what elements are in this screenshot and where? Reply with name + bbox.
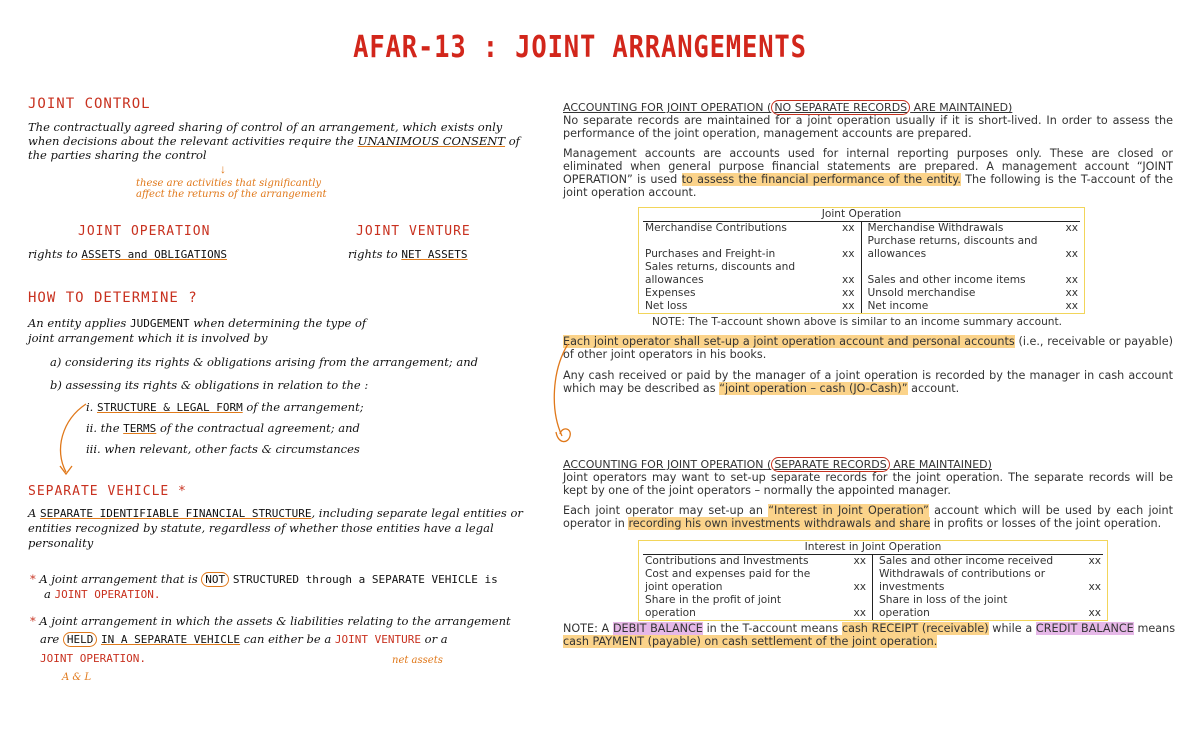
s2-note-c: in the T-account means [706, 622, 839, 635]
bullet-1-c: a [44, 587, 51, 601]
t-account-row [868, 300, 1079, 313]
s1-paragraph-3 [563, 335, 1173, 361]
how-to-line-1 [28, 316, 366, 331]
t-account-amount: xx [841, 274, 855, 286]
s2-p2-highlight-1: “Interest in Joint Operation” [768, 504, 929, 517]
t-account-label: allowances [645, 274, 704, 286]
t-account-amount [1083, 568, 1101, 581]
joint-operation-rights [28, 247, 227, 262]
sv-def-line-3: personality [28, 536, 94, 550]
bullet-2-joint-operation: JOINT OPERATION. [40, 652, 146, 665]
s1-p3b: (i.e., receivable or payable) of other joint operators in his books. [563, 335, 1173, 361]
t-account-row [879, 581, 1101, 594]
t-account-label [645, 235, 648, 248]
t-account-debit-side [639, 222, 862, 313]
how-to-item-i [86, 400, 364, 415]
t-account-row [645, 300, 855, 313]
t-account-2-debit-side [639, 555, 873, 620]
joint-operation-t-account [638, 207, 1085, 314]
t-account-amount: xx [841, 222, 855, 234]
section-2-heading [563, 458, 1173, 471]
t-account-row [645, 555, 866, 568]
t-account-row [645, 248, 855, 261]
joint-operation-value: ASSETS and OBLIGATIONS [81, 248, 228, 261]
t-account-row [868, 248, 1079, 261]
debit-balance: DEBIT BALANCE [612, 622, 703, 635]
t-account-amount: xx [853, 607, 866, 619]
how-to-line-1a: An entity applies [28, 316, 127, 330]
section-1-heading [563, 101, 1173, 114]
bracket-arrow-icon [546, 340, 586, 456]
section-1-continued [563, 335, 1173, 395]
t-account-row [645, 568, 866, 581]
t-account-amount: xx [853, 555, 866, 567]
bullet-1-joint-operation: JOINT OPERATION. [54, 588, 161, 601]
asterisk-icon: * [30, 572, 36, 586]
bullet-2-a: A joint arrangement in which the assets & liabilities relating to the arrangement [39, 614, 511, 628]
held-circled: HELD [63, 632, 98, 647]
s1-p2a: Management accounts are accounts used for internal reporting purposes only. These are closed or eliminated when general purpose financial statements are prepared. A management account “JOINT OPERATION” is used [563, 147, 1173, 186]
s1-paragraph-1: No separate records are maintained for a joint operation usually if it is short-lived. In order to assess the performance of the joint operation, management accounts are prepared. [563, 114, 1173, 140]
t-account-label: Sales returns, discounts and [645, 261, 796, 273]
t-account-amount [848, 568, 866, 581]
t-account-label: Share in the profit of joint [645, 594, 782, 606]
s2-p2a: Each joint operator may set-up an [563, 504, 763, 517]
s2-p2e: in profits or losses of the joint operation. [933, 517, 1162, 530]
section-1 [563, 101, 1173, 199]
s1-p2c: The following is the T-account of the joint operation account. [563, 173, 1173, 199]
t-account-amount: xx [841, 248, 855, 260]
t-account-label: Purchase returns, discounts and [867, 235, 1038, 247]
t-account-amount [1060, 235, 1078, 248]
note-net-assets: net assets [392, 655, 443, 666]
t-account-amount: xx [1088, 555, 1101, 567]
item-ii-the: the [100, 421, 120, 435]
how-to-determine-heading: HOW TO DETERMINE ? [28, 290, 198, 306]
s2-head-c: ARE MAINTAINED) [889, 458, 992, 471]
s1-p4c: account. [911, 382, 960, 395]
t-account-row [645, 607, 866, 620]
s2-note [563, 622, 1175, 648]
t-account-row [645, 261, 855, 274]
unanimous-consent: UNANIMOUS CONSENT [357, 134, 506, 148]
t-account-amount [1083, 594, 1101, 607]
separate-vehicle-definition [28, 506, 533, 521]
t-account-row [879, 568, 1101, 581]
t-account-row [645, 594, 866, 607]
how-to-item-iii: iii. when relevant, other facts & circumstances [86, 442, 360, 456]
s2-paragraph-2 [563, 504, 1173, 530]
sv-def-line-2: entities recognized by statute, regardless of whether those entities have a legal [28, 521, 494, 535]
t-account-label: Purchases and Freight-in [645, 248, 776, 260]
t-account-label: Share in loss of the joint [879, 594, 1008, 606]
t-account-amount: xx [1065, 300, 1078, 312]
t-account-amount: xx [853, 581, 866, 593]
t-account-label: Withdrawals of contributions or [879, 568, 1046, 580]
joint-control-note-1: these are activities that significantly [136, 178, 322, 189]
item-ii-number: ii. [86, 421, 98, 435]
in-a-separate-vehicle: IN A SEPARATE VEHICLE [100, 633, 241, 646]
t-account-row [868, 274, 1079, 287]
bullet-1-line-2 [44, 587, 160, 602]
interest-in-joint-operation-t-account [638, 540, 1108, 621]
section-2 [563, 458, 1173, 530]
t-account-row [868, 235, 1079, 248]
t-account-amount: xx [1065, 287, 1078, 299]
bullet-1-a: A joint arrangement that is [39, 572, 198, 586]
s2-note-g: means [1137, 622, 1176, 635]
s1-head-a: ACCOUNTING FOR JOINT OPERATION ( [563, 101, 772, 114]
how-to-item-b: b) assessing its rights & obligations in relation to the : [50, 378, 369, 392]
t-account-note: NOTE: The T-account shown above is similar to an income summary account. [652, 316, 1063, 328]
item-i-number: i. [86, 400, 94, 414]
t-account-row [645, 274, 855, 287]
s2-note-e: while a [992, 622, 1033, 635]
t-account-label: Contributions and Investments [645, 555, 809, 567]
s2-paragraph-1: Joint operators may want to set-up separate records for the joint operation. The separate records will be kept by one of the joint operators – normally the appointed manager. [563, 471, 1173, 497]
t-account-label: operation [879, 607, 930, 619]
sv-def-c: , including separate legal entities or [311, 506, 523, 520]
bullet-1-line-1 [30, 572, 498, 587]
t-account-row [868, 222, 1079, 235]
bullet-2-or: or a [424, 632, 448, 646]
t-account-row [879, 555, 1101, 568]
t-account-row [645, 235, 855, 248]
t-account-amount: xx [841, 287, 855, 299]
t-account-2-credit-side [873, 555, 1107, 620]
joint-control-heading: JOINT CONTROL [28, 96, 151, 112]
t-account-label: investments [879, 581, 945, 593]
sv-def-a: A [28, 506, 37, 520]
cash-receipt: cash RECEIPT (receivable) [841, 622, 989, 635]
t-account-label: allowances [867, 248, 927, 260]
s2-p2c: account which will be used by each joint operator in [563, 504, 1174, 530]
t-account-row [645, 287, 855, 300]
t-account-amount: xx [1065, 274, 1078, 286]
t-account-row [879, 607, 1101, 620]
t-account-label: Net income [867, 300, 929, 312]
t-account-label [868, 261, 871, 274]
bullet-2-line-2 [40, 632, 448, 647]
t-account-amount [1060, 261, 1078, 274]
s1-paragraph-4 [563, 369, 1173, 395]
item-ii-end: of the contractual agreement; and [159, 421, 360, 435]
structure-legal-form: STRUCTURE & LEGAL FORM [97, 401, 243, 414]
t-account-amount: xx [1065, 248, 1078, 260]
how-to-line-2: joint arrangement which it is involved by [28, 331, 268, 345]
s2-note-a: NOTE: A [563, 622, 610, 635]
s1-p3-highlight: Each joint operator shall set-up a joint operation account and personal accounts [563, 335, 1015, 348]
bullet-2-b: are [40, 632, 60, 646]
t-account-amount: xx [1065, 222, 1078, 234]
t-account-label: Merchandise Contributions [645, 222, 787, 234]
s2-p2-highlight-2: recording his own investments withdrawals and share [628, 517, 931, 530]
separate-identifiable-financial-structure: SEPARATE IDENTIFIABLE FINANCIAL STRUCTURE [39, 507, 312, 520]
s1-head-c: ARE MAINTAINED) [910, 101, 1013, 114]
s1-p4a: Any cash received or paid by the manager of a joint operation is recorded by the manager in cash account which may be described as [563, 369, 1173, 395]
joint-control-definition [28, 120, 533, 162]
bullet-2-line-3 [40, 651, 146, 666]
t-account-amount: xx [1088, 581, 1101, 593]
no-separate-records-circled: NO SEPARATE RECORDS [771, 100, 910, 115]
bullet-2-joint-venture: JOINT VENTURE [334, 633, 421, 646]
not-circled: NOT [201, 572, 229, 587]
t-account-2-columns [639, 555, 1107, 620]
judgement: JUDGEMENT [129, 317, 190, 330]
t-account-label: operation [645, 607, 696, 619]
bullet-2-line-1 [30, 614, 511, 628]
joint-control-text: The contractually agreed sharing of control of an arrangement, which exists only when decisions about the relevant activities require the [28, 120, 503, 148]
t-account-columns [639, 222, 1084, 313]
t-account-amount [837, 261, 855, 274]
t-account-row [868, 287, 1079, 300]
joint-venture-prefix: rights to [348, 247, 398, 261]
t-account-row [879, 594, 1101, 607]
joint-operation-heading: JOINT OPERATION [78, 224, 211, 239]
t-account-label: Sales and other income items [867, 274, 1026, 286]
t-account-label: Unsold merchandise [867, 287, 976, 299]
bullet-2-d: can either be a [243, 632, 332, 646]
curved-arrow-icon [52, 400, 92, 480]
t-account-label: Net loss [645, 300, 688, 312]
down-arrow-icon: ↓ [220, 162, 226, 176]
t-account-label: Merchandise Withdrawals [867, 222, 1004, 234]
t-account-amount [837, 235, 855, 248]
how-to-item-a: a) considering its rights & obligations arising from the arrangement; and [50, 355, 478, 369]
separate-vehicle-heading: SEPARATE VEHICLE * [28, 484, 187, 499]
t-account-label: joint operation [645, 581, 723, 593]
t-account-label: Cost and expenses paid for the [645, 568, 811, 580]
asterisk-icon: * [30, 614, 36, 628]
joint-venture-heading: JOINT VENTURE [356, 224, 471, 239]
t-account-row [645, 581, 866, 594]
s2-head-a: ACCOUNTING FOR JOINT OPERATION ( [563, 458, 772, 471]
joint-control-text-end: of the parties sharing the control [28, 134, 520, 162]
joint-operation-prefix: rights to [28, 247, 78, 261]
cash-payment: cash PAYMENT (payable) on cash settlement of the joint operation. [563, 635, 938, 648]
separate-records-circled: SEPARATE RECORDS [771, 457, 889, 472]
note-a-and-l: A & L [62, 672, 92, 683]
t-account-title: Joint Operation [643, 208, 1080, 222]
terms: TERMS [123, 422, 157, 435]
t-account-2-title: Interest in Joint Operation [643, 541, 1103, 555]
t-account-label: Expenses [645, 287, 696, 299]
t-account-row [645, 222, 855, 235]
joint-venture-value: NET ASSETS [401, 248, 468, 261]
s1-p2-highlight: to assess the financial performance of the entity. [681, 173, 961, 186]
page-title: AFAR-13 : JOINT ARRANGEMENTS [353, 30, 807, 65]
how-to-item-ii [86, 421, 360, 436]
t-account-amount [848, 594, 866, 607]
item-i-end: of the arrangement; [246, 400, 364, 414]
t-account-credit-side [862, 222, 1085, 313]
t-account-amount: xx [1088, 607, 1101, 619]
credit-balance: CREDIT BALANCE [1035, 622, 1134, 635]
bullet-1-b: STRUCTURED through a SEPARATE VEHICLE is [232, 573, 498, 586]
joint-control-note-2: affect the returns of the arrangement [136, 189, 327, 200]
s1-paragraph-2 [563, 147, 1173, 199]
t-account-label: Sales and other income received [879, 555, 1054, 567]
s1-p4-highlight: “joint operation – cash (JO-Cash)” [719, 382, 908, 395]
t-account-row [868, 261, 1079, 274]
how-to-line-1c: when determining the type of [193, 316, 367, 330]
t-account-amount: xx [841, 300, 855, 312]
joint-venture-rights [348, 247, 468, 262]
